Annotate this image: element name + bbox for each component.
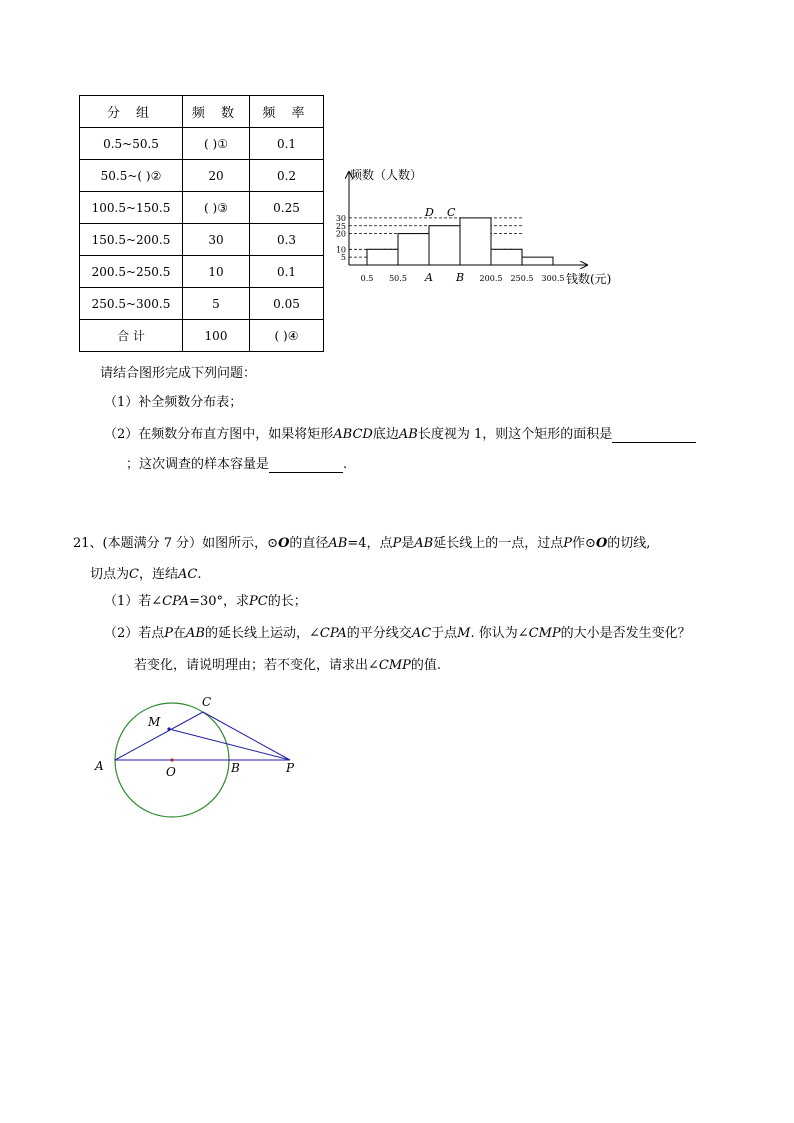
label-o: O bbox=[166, 765, 176, 779]
x-tick-label: A bbox=[425, 271, 433, 284]
table-row bbox=[80, 288, 324, 320]
x-tick-label: 50.5 bbox=[389, 274, 407, 283]
table-row bbox=[80, 192, 324, 224]
label-b: B bbox=[231, 761, 240, 775]
label-m: M bbox=[148, 715, 161, 729]
table-cell: 合 计 bbox=[80, 320, 183, 352]
table-cell: ( )③ bbox=[183, 192, 250, 224]
annotation-label-c: C bbox=[447, 206, 456, 219]
answer-blank bbox=[612, 427, 696, 443]
y-tick-label: 20 bbox=[335, 229, 346, 239]
table-cell: 20 bbox=[183, 160, 250, 192]
q21-part2: （2）若点P在AB的延长线上运动，∠CPA的平分线交AC于点M. 你认为∠CMP的大小是否发生变化？ bbox=[104, 626, 691, 641]
segment-cp bbox=[203, 712, 290, 760]
q20-intro: 请结合图形完成下列问题： bbox=[100, 366, 257, 381]
table-cell: 0.5~50.5 bbox=[80, 128, 183, 160]
point-o bbox=[170, 758, 173, 761]
label-c: C bbox=[202, 695, 212, 709]
histogram-bar bbox=[429, 226, 460, 265]
label-a: A bbox=[95, 759, 104, 773]
y-tick-label: 30 bbox=[335, 213, 346, 223]
circle-tangent-figure bbox=[90, 690, 310, 825]
table-cell: 0.1 bbox=[250, 256, 324, 288]
table-row bbox=[80, 224, 324, 256]
table-header: 分 组 bbox=[80, 96, 183, 128]
segment-mp bbox=[169, 729, 290, 760]
histogram-bar bbox=[460, 218, 491, 265]
q20-part2: （2）在频数分布直方图中，如果将矩形ABCD底边AB长度视为 1，则这个矩形的面积是 bbox=[104, 423, 696, 443]
table-cell: 50.5~( )② bbox=[80, 160, 183, 192]
answer-blank bbox=[269, 457, 343, 473]
y-tick-label: 25 bbox=[335, 221, 346, 231]
x-tick-label: B bbox=[455, 271, 465, 284]
q21-stem-cont: 切点为C，连结AC. bbox=[90, 567, 202, 582]
histogram-bar bbox=[491, 249, 522, 265]
histogram-bar bbox=[367, 249, 398, 265]
x-tick-label: 0.5 bbox=[360, 274, 374, 283]
q20-part1: （1）补全频数分布表； bbox=[104, 395, 243, 410]
x-tick-label: 200.5 bbox=[479, 274, 503, 283]
histogram-bar bbox=[398, 234, 429, 265]
table-row bbox=[80, 160, 324, 192]
x-tick-label: 300.5 bbox=[541, 274, 565, 283]
annotation-label-d: D bbox=[425, 206, 434, 219]
table-cell: 0.05 bbox=[250, 288, 324, 320]
table-cell: ( )① bbox=[183, 128, 250, 160]
table-header: 频 率 bbox=[250, 96, 324, 128]
y-axis-label: 频数（人数） bbox=[350, 168, 423, 182]
table-header: 频 数 bbox=[183, 96, 250, 128]
table-cell: 0.1 bbox=[250, 128, 324, 160]
table-row bbox=[80, 256, 324, 288]
y-tick-label: 5 bbox=[340, 253, 346, 263]
table-cell: 0.25 bbox=[250, 192, 324, 224]
table-cell: 250.5~300.5 bbox=[80, 288, 183, 320]
histogram-bar bbox=[522, 257, 553, 265]
table-cell: 5 bbox=[183, 288, 250, 320]
x-tick-label: 250.5 bbox=[510, 274, 534, 283]
point-m bbox=[167, 727, 170, 730]
table-header-row bbox=[80, 96, 324, 128]
table-cell: 200.5~250.5 bbox=[80, 256, 183, 288]
table-row bbox=[80, 128, 324, 160]
x-axis-label: 钱数(元) bbox=[566, 272, 612, 286]
table-cell: ( )④ bbox=[250, 320, 324, 352]
frequency-table bbox=[79, 95, 324, 352]
table-row bbox=[80, 320, 324, 352]
q21-stem: 21、(本题满分 7 分）如图所示，⊙O的直径AB=4，点P是AB延长线上的一点，过点P作⊙O的切线, bbox=[73, 536, 651, 551]
q21-part1: （1）若∠CPA=30°，求PC的长； bbox=[104, 594, 307, 609]
q21-part2-cont: 若变化，请说明理由；若不变化，请求出∠CMP的值. bbox=[134, 658, 442, 673]
table-cell: 100.5~150.5 bbox=[80, 192, 183, 224]
table-cell: 10 bbox=[183, 256, 250, 288]
label-p: P bbox=[286, 761, 295, 775]
q20-part2-cont: ；这次调查的样本容量是 . bbox=[126, 457, 348, 472]
table-cell: 30 bbox=[183, 224, 250, 256]
table-cell: 0.3 bbox=[250, 224, 324, 256]
table-cell: 0.2 bbox=[250, 160, 324, 192]
table-cell: 150.5~200.5 bbox=[80, 224, 183, 256]
histogram-chart bbox=[322, 160, 632, 292]
table-cell: 100 bbox=[183, 320, 250, 352]
y-tick-label: 10 bbox=[335, 245, 346, 255]
